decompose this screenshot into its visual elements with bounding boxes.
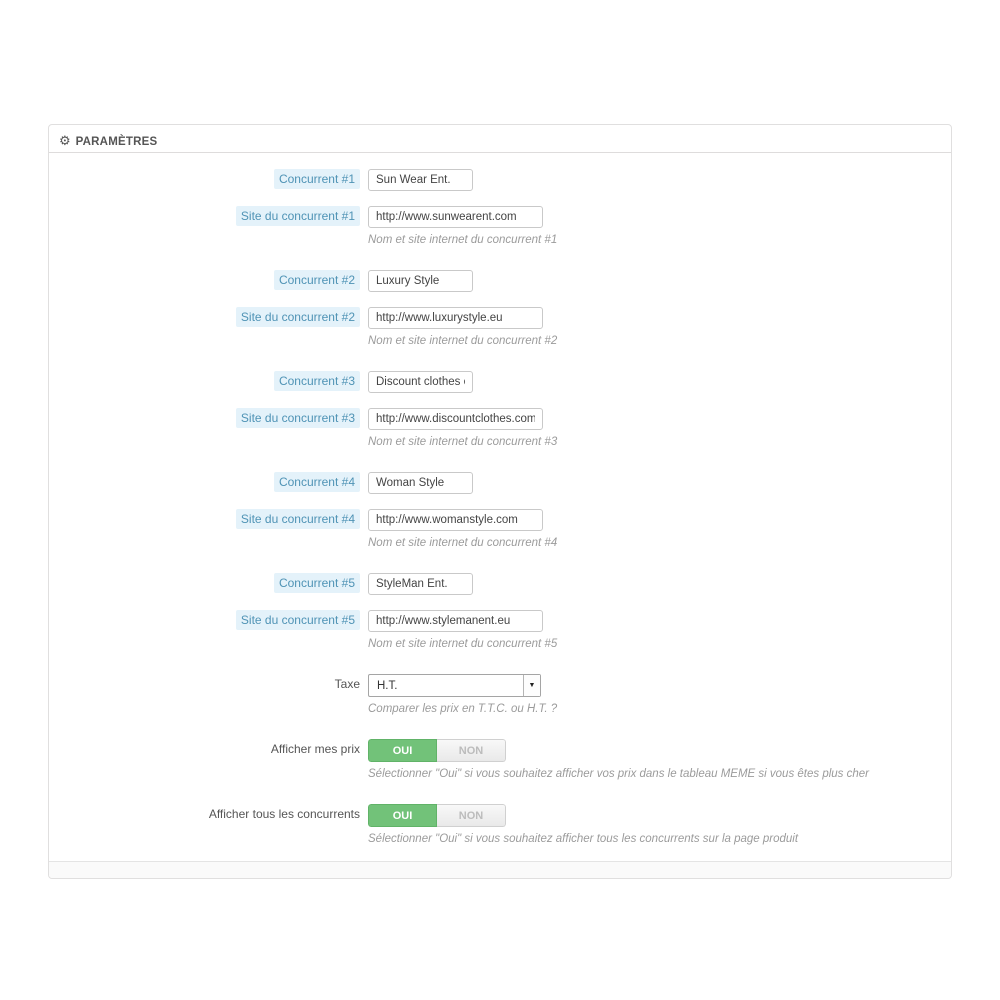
show-my-prices-label: Afficher mes prix — [270, 742, 360, 756]
competitor-4-site-input[interactable] — [368, 509, 543, 531]
show-all-competitors-yes-button[interactable]: OUI — [368, 804, 437, 827]
competitor-4-name-input[interactable] — [368, 472, 473, 494]
panel-body — [49, 153, 951, 845]
competitor-2-name-label: Concurrent #2 — [59, 270, 368, 287]
competitor-1-site-input[interactable] — [368, 206, 543, 228]
tax-select[interactable] — [368, 674, 541, 697]
competitor-3-help-text: Nom et site internet du concurrent #3 — [368, 436, 558, 448]
competitor-4-name-label: Concurrent #4 — [59, 472, 368, 489]
competitor-group-2 — [59, 270, 941, 347]
competitor-5-name-label: Concurrent #5 — [59, 573, 368, 590]
competitor-group-1 — [59, 169, 941, 246]
show-my-prices-no-button[interactable]: NON — [437, 739, 506, 762]
competitor-4-site-label: Site du concurrent #4 — [59, 509, 368, 526]
show-all-competitors-switch — [368, 804, 506, 827]
competitor-3-site-label: Site du concurrent #3 — [59, 408, 368, 425]
competitor-2-site-label: Site du concurrent #2 — [59, 307, 368, 324]
show-my-prices-yes-button[interactable]: OUI — [368, 739, 437, 762]
panel-title: PARAMÈTRES — [75, 135, 158, 148]
show-all-competitors-label: Afficher tous les concurrents — [208, 807, 360, 821]
tax-help-text: Comparer les prix en T.T.C. ou H.T. ? — [368, 703, 558, 715]
tax-label: Taxe — [334, 677, 360, 691]
competitor-5-name-input[interactable] — [368, 573, 473, 595]
competitor-5-site-input[interactable] — [368, 610, 543, 632]
competitor-1-help-text: Nom et site internet du concurrent #1 — [368, 234, 558, 246]
competitor-2-site-input[interactable] — [368, 307, 543, 329]
competitor-2-help-text: Nom et site internet du concurrent #2 — [368, 335, 558, 347]
show-my-prices-switch — [368, 739, 506, 762]
tax-select-value: H.T. — [377, 679, 398, 692]
competitor-1-name-label: Concurrent #1 — [59, 169, 368, 186]
tax-group — [59, 674, 941, 715]
competitor-1-name-input[interactable] — [368, 169, 473, 191]
competitor-2-name-input[interactable] — [368, 270, 473, 292]
competitor-3-name-label: Concurrent #3 — [59, 371, 368, 388]
panel-heading — [49, 125, 951, 153]
parameters-panel — [48, 124, 952, 879]
cogs-icon: ⚙ — [59, 133, 71, 148]
chevron-down-icon: ▼ — [523, 675, 540, 696]
show-my-prices-group — [59, 739, 941, 780]
competitor-group-4 — [59, 472, 941, 549]
show-all-competitors-help-text: Sélectionner "Oui" si vous souhaitez afficher tous les concurrents sur la page produit — [368, 833, 799, 845]
competitor-5-help-text: Nom et site internet du concurrent #5 — [368, 638, 558, 650]
competitor-4-help-text: Nom et site internet du concurrent #4 — [368, 537, 558, 549]
show-all-competitors-no-button[interactable]: NON — [437, 804, 506, 827]
competitor-group-5 — [59, 573, 941, 650]
competitor-group-3 — [59, 371, 941, 448]
competitor-3-site-input[interactable] — [368, 408, 543, 430]
competitor-5-site-label: Site du concurrent #5 — [59, 610, 368, 627]
competitor-1-site-label: Site du concurrent #1 — [59, 206, 368, 223]
panel-footer — [49, 861, 951, 878]
competitor-3-name-input[interactable] — [368, 371, 473, 393]
show-all-competitors-group — [59, 804, 941, 845]
show-my-prices-help-text: Sélectionner "Oui" si vous souhaitez afficher vos prix dans le tableau MEME si vous êtes plus cher — [368, 768, 869, 780]
